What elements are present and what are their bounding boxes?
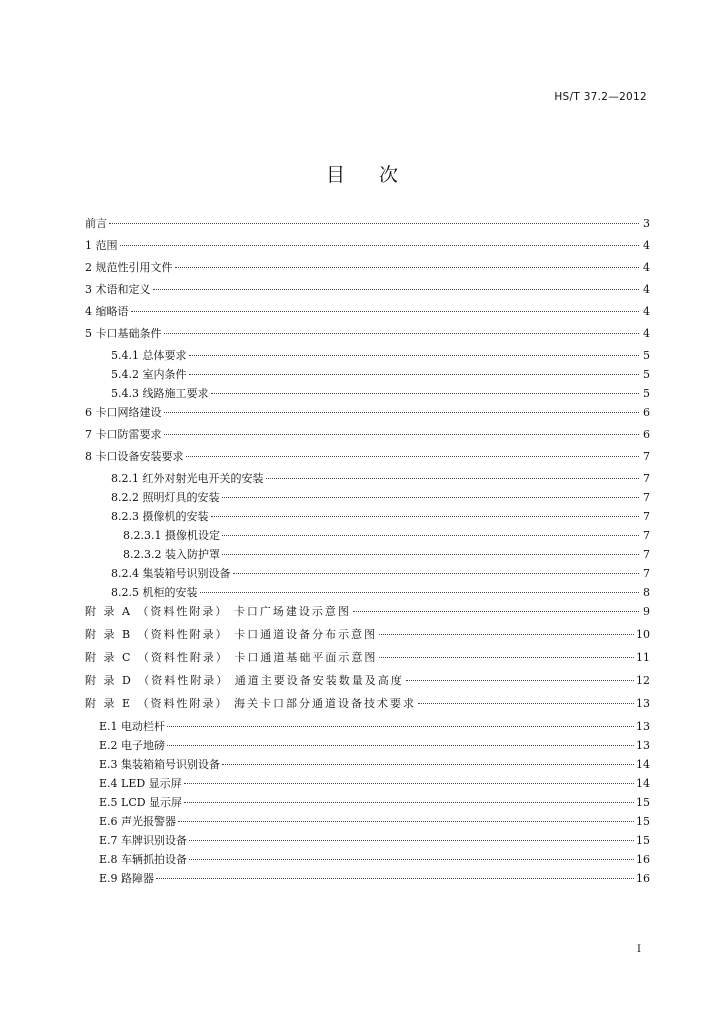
toc-entry-page: 15	[636, 834, 650, 847]
dot-leader	[178, 821, 634, 822]
dot-leader	[379, 634, 634, 635]
toc-entry-page: 10	[636, 628, 650, 641]
toc-entry-annex-d[interactable]	[85, 672, 650, 695]
toc-entry-title: 8.2.3.1 摄像机设定	[123, 529, 220, 542]
dot-leader	[167, 726, 634, 727]
toc-entry-title: 附 录 E （资料性附录） 海关卡口部分通道设备技术要求	[85, 697, 417, 710]
dot-leader	[156, 878, 634, 879]
toc-entry-page: 15	[636, 796, 650, 809]
toc-entry-page: 3	[643, 217, 650, 230]
dot-leader	[167, 745, 634, 746]
toc-entry-section-6[interactable]	[85, 404, 650, 426]
toc-entry-title: 8.2.3 摄像机的安装	[111, 510, 209, 523]
toc-entry-page: 4	[643, 305, 650, 318]
toc-entry-section-7[interactable]	[85, 426, 650, 448]
toc-entry-page: 14	[636, 777, 650, 790]
dot-leader	[233, 573, 640, 574]
standard-code: HS/T 37.2—2012	[554, 91, 647, 103]
toc-entry-8-2-5[interactable]	[85, 584, 650, 603]
toc-entry-page: 7	[643, 450, 650, 463]
dot-leader	[120, 245, 640, 246]
toc-entry-e-6[interactable]	[85, 813, 650, 832]
toc-entry-title: 6 卡口网络建设	[85, 406, 162, 419]
dot-leader	[186, 456, 640, 457]
toc-entry-page: 15	[636, 815, 650, 828]
toc-entry-page: 4	[643, 239, 650, 252]
dot-leader	[266, 478, 640, 479]
toc-entry-title: 8.2.5 机柜的安装	[111, 586, 198, 599]
toc-entry-e-8[interactable]	[85, 851, 650, 870]
toc-entry-title: 5 卡口基础条件	[85, 327, 162, 340]
toc-entry-title: 2 规范性引用文件	[85, 261, 173, 274]
dot-leader	[211, 516, 640, 517]
toc-entry-normative-references[interactable]	[85, 259, 650, 281]
dot-leader	[164, 333, 640, 334]
toc-entry-page: 16	[636, 872, 650, 885]
toc-entry-annex-e[interactable]	[85, 695, 650, 718]
toc-entry-title: 前言	[85, 217, 107, 230]
toc-entry-title: 8 卡口设备安装要求	[85, 450, 184, 463]
toc-entry-page: 4	[643, 327, 650, 340]
dot-leader	[109, 223, 639, 224]
toc-entry-5-4-3[interactable]	[85, 385, 650, 404]
toc-entry-scope[interactable]	[85, 237, 650, 259]
toc-entry-page: 13	[636, 739, 650, 752]
toc-entry-page: 7	[643, 510, 650, 523]
dot-leader	[211, 393, 640, 394]
dot-leader	[184, 802, 634, 803]
dot-leader	[353, 611, 639, 612]
toc-entry-title: 附 录 D （资料性附录） 通道主要设备安装数量及高度	[85, 674, 404, 687]
dot-leader	[222, 535, 639, 536]
toc-entry-page: 4	[643, 283, 650, 296]
toc-entry-page: 7	[643, 472, 650, 485]
toc-entry-title: E.3 集装箱箱号识别设备	[99, 758, 221, 771]
table-of-contents	[85, 215, 650, 889]
toc-entry-title: 附 录 B （资料性附录） 卡口通道设备分布示意图	[85, 628, 378, 641]
toc-entry-title: 8.2.4 集装箱号识别设备	[111, 567, 231, 580]
dot-leader	[153, 289, 640, 290]
toc-entry-page: 14	[636, 758, 650, 771]
dot-leader	[184, 783, 634, 784]
toc-entry-page: 13	[636, 720, 650, 733]
toc-entry-title: E.7 车牌识别设备	[99, 834, 188, 847]
toc-entry-e-5[interactable]	[85, 794, 650, 813]
dot-leader	[164, 412, 640, 413]
toc-entry-e-1[interactable]	[85, 718, 650, 737]
toc-entry-title: 4 缩略语	[85, 305, 129, 318]
dot-leader	[418, 703, 634, 704]
dot-leader	[200, 592, 640, 593]
toc-entry-page: 5	[643, 387, 650, 400]
toc-entry-title: 5.4.2 室内条件	[111, 368, 187, 381]
toc-entry-8-2-1[interactable]	[85, 470, 650, 489]
dot-leader	[222, 554, 639, 555]
toc-entry-title: E.4 LED 显示屏	[99, 777, 182, 790]
toc-entry-5-4-2[interactable]	[85, 366, 650, 385]
toc-entry-page: 6	[643, 428, 650, 441]
toc-entry-abbreviations[interactable]	[85, 303, 650, 325]
toc-entry-e-7[interactable]	[85, 832, 650, 851]
toc-entry-page: 6	[643, 406, 650, 419]
toc-entry-title: 7 卡口防雷要求	[85, 428, 162, 441]
toc-entry-page: 7	[643, 567, 650, 580]
toc-entry-terms-definitions[interactable]	[85, 281, 650, 303]
toc-entry-page: 13	[636, 697, 650, 710]
toc-entry-page: 5	[643, 368, 650, 381]
toc-entry-page: 9	[643, 605, 650, 618]
dot-leader	[189, 859, 634, 860]
toc-entry-annex-b[interactable]	[85, 626, 650, 649]
dot-leader	[222, 497, 640, 498]
toc-entry-foreword[interactable]	[85, 215, 650, 237]
toc-entry-annex-c[interactable]	[85, 649, 650, 672]
toc-entry-title: E.8 车辆抓拍设备	[99, 853, 188, 866]
toc-entry-e-4[interactable]	[85, 775, 650, 794]
dot-leader	[189, 374, 640, 375]
toc-entry-annex-a[interactable]	[85, 603, 650, 626]
toc-entry-page: 7	[643, 491, 650, 504]
toc-entry-section-8[interactable]	[85, 448, 650, 470]
toc-entry-8-2-2[interactable]	[85, 489, 650, 508]
toc-entry-page: 8	[643, 586, 650, 599]
toc-entry-page: 16	[636, 853, 650, 866]
toc-entry-8-2-3-1[interactable]	[85, 527, 650, 546]
dot-leader	[189, 355, 640, 356]
toc-entry-title: 附 录 C （资料性附录） 卡口通道基础平面示意图	[85, 651, 378, 664]
toc-entry-e-2[interactable]	[85, 737, 650, 756]
toc-entry-title: 8.2.2 照明灯具的安装	[111, 491, 220, 504]
dot-leader	[189, 840, 634, 841]
page-title: 目次	[325, 164, 432, 186]
toc-entry-page: 4	[643, 261, 650, 274]
toc-entry-title: 8.2.1 红外对射光电开关的安装	[111, 472, 264, 485]
dot-leader	[164, 434, 640, 435]
toc-entry-e-3[interactable]	[85, 756, 650, 775]
page-number: I	[637, 944, 641, 955]
toc-entry-title: E.9 路障器	[99, 872, 155, 885]
toc-entry-8-2-4[interactable]	[85, 565, 650, 584]
toc-entry-8-2-3-2[interactable]	[85, 546, 650, 565]
toc-entry-page: 5	[643, 349, 650, 362]
toc-entry-title: E.2 电子地磅	[99, 739, 166, 752]
toc-entry-page: 12	[636, 674, 650, 687]
dot-leader	[222, 764, 634, 765]
dot-leader	[379, 657, 634, 658]
dot-leader	[175, 267, 640, 268]
toc-entry-title: 附 录 A （资料性附录） 卡口广场建设示意图	[85, 605, 351, 618]
toc-entry-section-5[interactable]	[85, 325, 650, 347]
dot-leader	[131, 311, 640, 312]
toc-entry-8-2-3[interactable]	[85, 508, 650, 527]
toc-entry-page: 7	[643, 529, 650, 542]
toc-entry-title: 8.2.3.2 装入防护罩	[123, 548, 220, 561]
toc-entry-title: E.5 LCD 显示屏	[99, 796, 183, 809]
toc-entry-e-9[interactable]	[85, 870, 650, 889]
toc-entry-title: 5.4.3 线路施工要求	[111, 387, 209, 400]
toc-entry-title: 5.4.1 总体要求	[111, 349, 187, 362]
toc-entry-title: E.1 电动栏杆	[99, 720, 166, 733]
toc-entry-title: 1 范围	[85, 239, 118, 252]
toc-entry-title: E.6 声光报警器	[99, 815, 177, 828]
toc-entry-title: 3 术语和定义	[85, 283, 151, 296]
toc-entry-5-4-1[interactable]	[85, 347, 650, 366]
dot-leader	[406, 680, 634, 681]
toc-entry-page: 11	[636, 651, 650, 664]
toc-entry-page: 7	[643, 548, 650, 561]
